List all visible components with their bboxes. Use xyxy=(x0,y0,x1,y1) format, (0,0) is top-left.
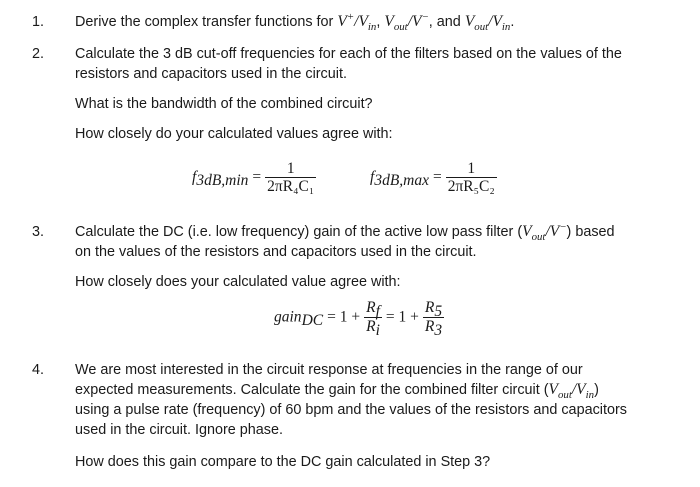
question-3-agree: How closely does your calculated value agree with: xyxy=(75,274,401,290)
tf-vout-over-vin-2: $V_{out}/V_{in}$ xyxy=(548,381,595,402)
question-4-line-4: used in the circuit. Ignore phase. xyxy=(75,422,283,438)
item-number-1: 1. xyxy=(32,14,45,30)
formula-f3db-max: $f_{3dB,max}$ = $\frac{1}{\text{2πR₅C₂}}$ xyxy=(370,160,495,195)
item-number-2: 2. xyxy=(32,46,45,62)
tf-vplus-over-vin: $V^+/V_{in}$ xyxy=(337,10,377,34)
question-4-line-1: We are most interested in the circuit response at frequencies in the range of our xyxy=(75,362,583,378)
question-2-bandwidth: What is the bandwidth of the combined circuit? xyxy=(75,96,373,112)
question-2-line-2: resistors and capacitors used in the circuit. xyxy=(75,66,347,82)
question-2-agree: How closely do your calculated values agree with: xyxy=(75,126,393,142)
tf-vout-over-vminus: $V_{out}/V^-$ xyxy=(384,10,429,34)
question-4-compare: How does this gain compare to the DC gain calculated in Step 3? xyxy=(75,454,491,470)
question-2-line-1: Calculate the 3 dB cut-off frequencies for each of the filters based on the values of the xyxy=(75,46,622,62)
question-4-line-3: using a pulse rate (frequency) of 60 bpm and the values of the resistors and capacitors xyxy=(75,402,627,418)
item-number-4: 4. xyxy=(32,362,45,378)
item-number-3: 3. xyxy=(32,224,45,240)
tf-vout-over-vin: $V_{out}/V_{in}$ xyxy=(464,13,511,34)
question-3-line-2: on the values of the resistors and capacitors used in the circuit. xyxy=(75,244,477,260)
formula-f3db-min: $f_{3dB,min}$ = $\frac{1}{\text{2πR₄C₁}}$ xyxy=(192,160,315,195)
question-4-line-2: expected measurements. Calculate the gain for the combined filter circuit $(V_{out}/V_{in})$ xyxy=(75,381,599,402)
question-3-line-1: Calculate the DC (i.e. low frequency) gain of the active low pass filter $(V_{out}/V^-)$ based xyxy=(75,220,615,244)
tf-vout-over-vminus-2: $V_{out}/V^-$ xyxy=(522,220,567,244)
question-1-text: Derive the complex transfer functions for $V^+/V_{in}$, $V_{out}/V^-$, and $V_{out}/V_{in}$. xyxy=(75,10,515,34)
formula-gain-dc: gain$_{DC}$ = 1 + $\frac{R_f}{R_i}$ = 1 + $\frac{R_5}{R_3}$ xyxy=(274,299,443,339)
